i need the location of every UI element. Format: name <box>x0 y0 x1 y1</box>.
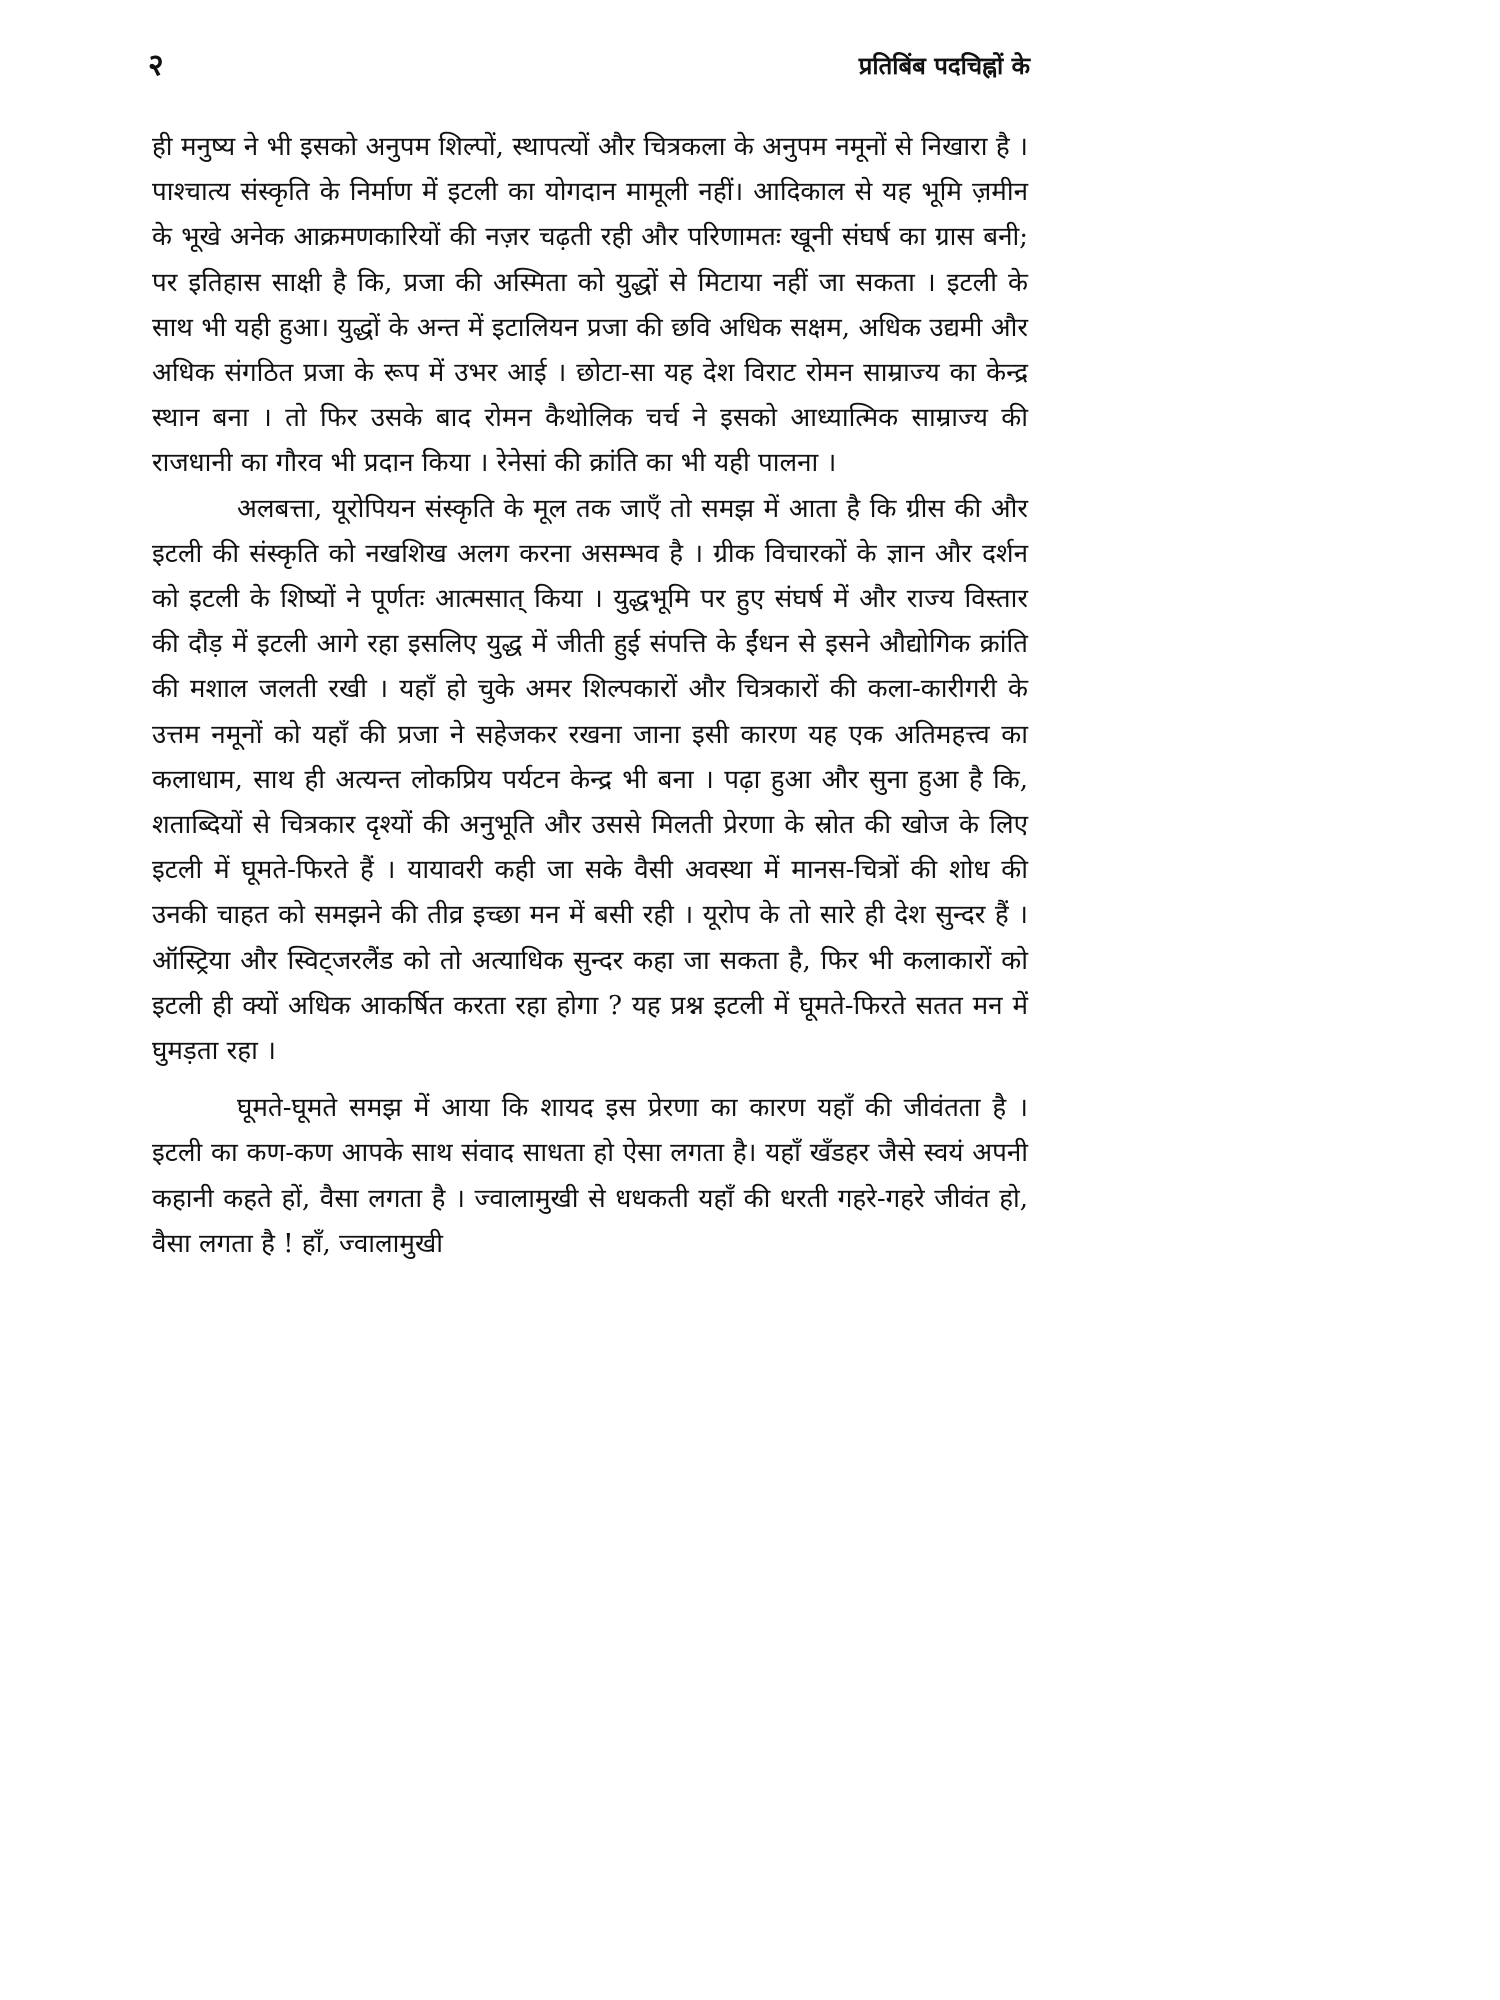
body-text <box>152 125 1028 1267</box>
page-header <box>148 46 1030 96</box>
page-number: २ <box>148 48 164 83</box>
running-title: प्रतिबिंब पदचिह्नों के <box>858 52 1030 80</box>
paragraph-1: ही मनुष्य ने भी इसको अनुपम शिल्पों, स्थापत्यों और चित्रकला के अनुपम नमूनों से निखारा है । पाश्चात्य संस्कृति के निर्माण में इटली का योगदान मामूली नहीं। आदिकाल से यह भूमि ज़मीन के भूखे अनेक आक्रमणकारियों की नज़र चढ़ती रही और परिणामतः खूनी संघर्ष का ग्रास बनी; पर इतिहास साक्षी है कि, प्रजा की अस्मिता को युद्धों से मिटाया नहीं जा सकता । इटली के साथ भी यही हुआ। युद्धों के अन्त में इटालियन प्रजा की छवि अधिक सक्षम, अधिक उद्यमी और अधिक संगठित प्रजा के रूप में उभर आई । छोटा-सा यह देश विराट रोमन साम्राज्य का केन्द्र स्थान बना । तो फिर उसके बाद रोमन कैथोलिक चर्च ने इसको आध्यात्मिक साम्राज्य की राजधानी का गौरव भी प्रदान किया । रेनेसां की क्रांति का भी यही पालना । <box>152 132 1028 479</box>
paragraph-3: घूमते-घूमते समझ में आया कि शायद इस प्रेरणा का कारण यहाँ की जीवंतता है । इटली का कण-कण आपके साथ संवाद साधता हो ऐसा लगता है। यहाँ खँडहर जैसे स्वयं अपनी कहानी कहते हों, वैसा लगता है । ज्वालामुखी से धधकती यहाँ की धरती गहरे-गहरे जीवंत हो, वैसा लगता है ! हाँ, ज्वालामुखी <box>152 1093 1028 1259</box>
paragraph-2: अलबत्ता, यूरोपियन संस्कृति के मूल तक जाएँ तो समझ में आता है कि ग्रीस की और इटली की संस्कृति को नखशिख अलग करना असम्भव है । ग्रीक विचारकों के ज्ञान और दर्शन को इटली के शिष्यों ने पूर्णतः आत्मसात् किया । युद्धभूमि पर हुए संघर्ष में और राज्य विस्तार की दौड़ में इटली आगे रहा इसलिए युद्ध में जीती हुई संपत्ति के ईंधन से इसने औद्योगिक क्रांति की मशाल जलती रखी । यहाँ हो चुके अमर शिल्पकारों और चित्रकारों की कला-कारीगरी के उत्तम नमूनों को यहाँ की प्रजा ने सहेजकर रखना जाना इसी कारण यह एक अतिमहत्त्व का कलाधाम, साथ ही अत्यन्त लोकप्रिय पर्यटन केन्द्र भी बना । पढ़ा हुआ और सुना हुआ है कि, शताब्दियों से चित्रकार दृश्यों की अनुभूति और उससे मिलती प्रेरणा के स्रोत की खोज के लिए इटली में घूमते-फिरते हैं । यायावरी कही जा सके वैसी अवस्था में मानस-चित्रों की शोध की उनकी चाहत को समझने की तीव्र इच्छा मन में बसी रही । यूरोप के तो सारे ही देश सुन्दर हैं । ऑस्ट्रिया और स्विट्जरलैंड को तो अत्याधिक सुन्दर कहा जा सकता है, फिर भी कलाकारों को इटली ही क्यों अधिक आकर्षित करता रहा होगा ? यह प्रश्न इटली में घूमते-फिरते सतत मन में घुमड़ता रहा । <box>152 493 1028 1067</box>
